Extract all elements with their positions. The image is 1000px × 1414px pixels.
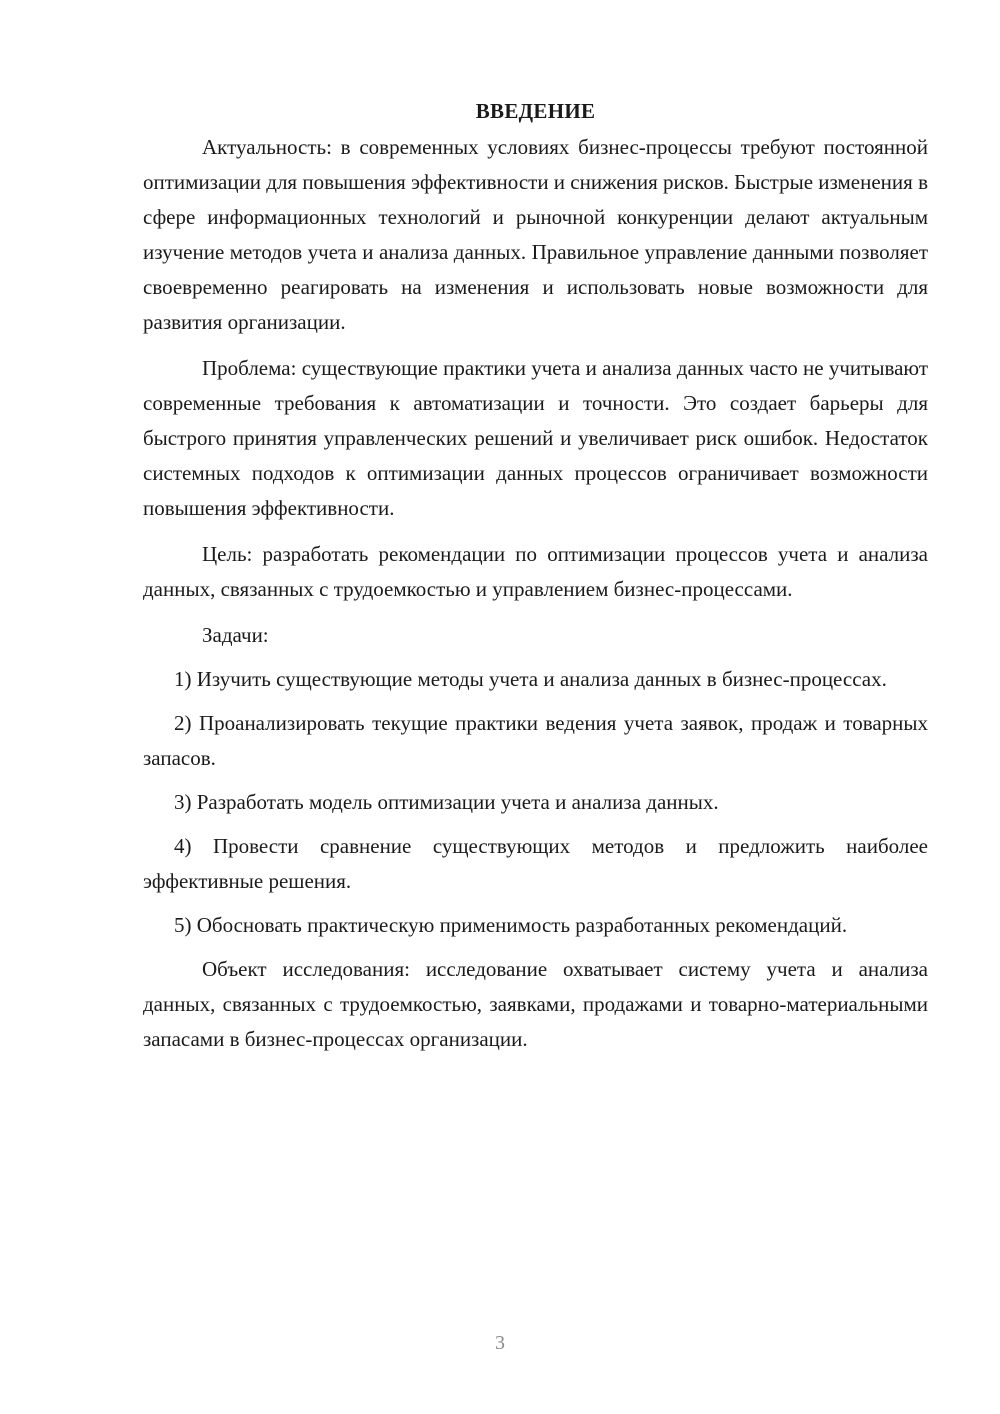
task-item: 3) Разработать модель оптимизации учета и анализа данных. [174,790,719,814]
research-object-paragraph: Объект исследования: исследование охватывает систему учета и анализа данных, связанных с трудоемкостью, заявками, продажами и товарно-материальными запасами в бизнес-процессах организации. [143,957,928,1051]
problem-paragraph: Проблема: существующие практики учета и анализа данных часто не учитывают современные требования к автоматизации и точности. Это создает барьеры для быстрого принятия управленческих решений и увеличивает риск ошибок. Недостаток системных подходов к оптимизации данных процессов ограничивает возможности повышения эффективности. [143,356,928,520]
task-item: 1) Изучить существующие методы учета и анализа данных в бизнес-процессах. [174,667,887,691]
task-item: 2) Проанализировать текущие практики ведения учета заявок, продаж и товарных запасов. [143,711,928,770]
tasks-list [143,662,928,943]
tasks-heading: Задачи: [202,623,269,647]
task-item: 4) Провести сравнение существующих методов и предложить наиболее эффективные решения. [143,834,928,893]
relevance-paragraph: Актуальность: в современных условиях бизнес-процессы требуют постоянной оптимизации для повышения эффективности и снижения рисков. Быстрые изменения в сфере информационных технологий и рыночной конкуренции делают актуальным изучение методов учета и анализа данных. Правильное управление данными позволяет своевременно реагировать на изменения и использовать новые возможности для развития организации. [143,135,928,334]
task-item: 5) Обосновать практическую применимость разработанных рекомендаций. [174,913,848,937]
page-number: 3 [495,1332,505,1354]
document-page [143,96,928,1057]
page-title: ВВЕДЕНИЕ [475,99,596,123]
goal-paragraph: Цель: разработать рекомендации по оптимизации процессов учета и анализа данных, связанных с трудоемкостью и управлением бизнес-процессами. [143,542,928,601]
